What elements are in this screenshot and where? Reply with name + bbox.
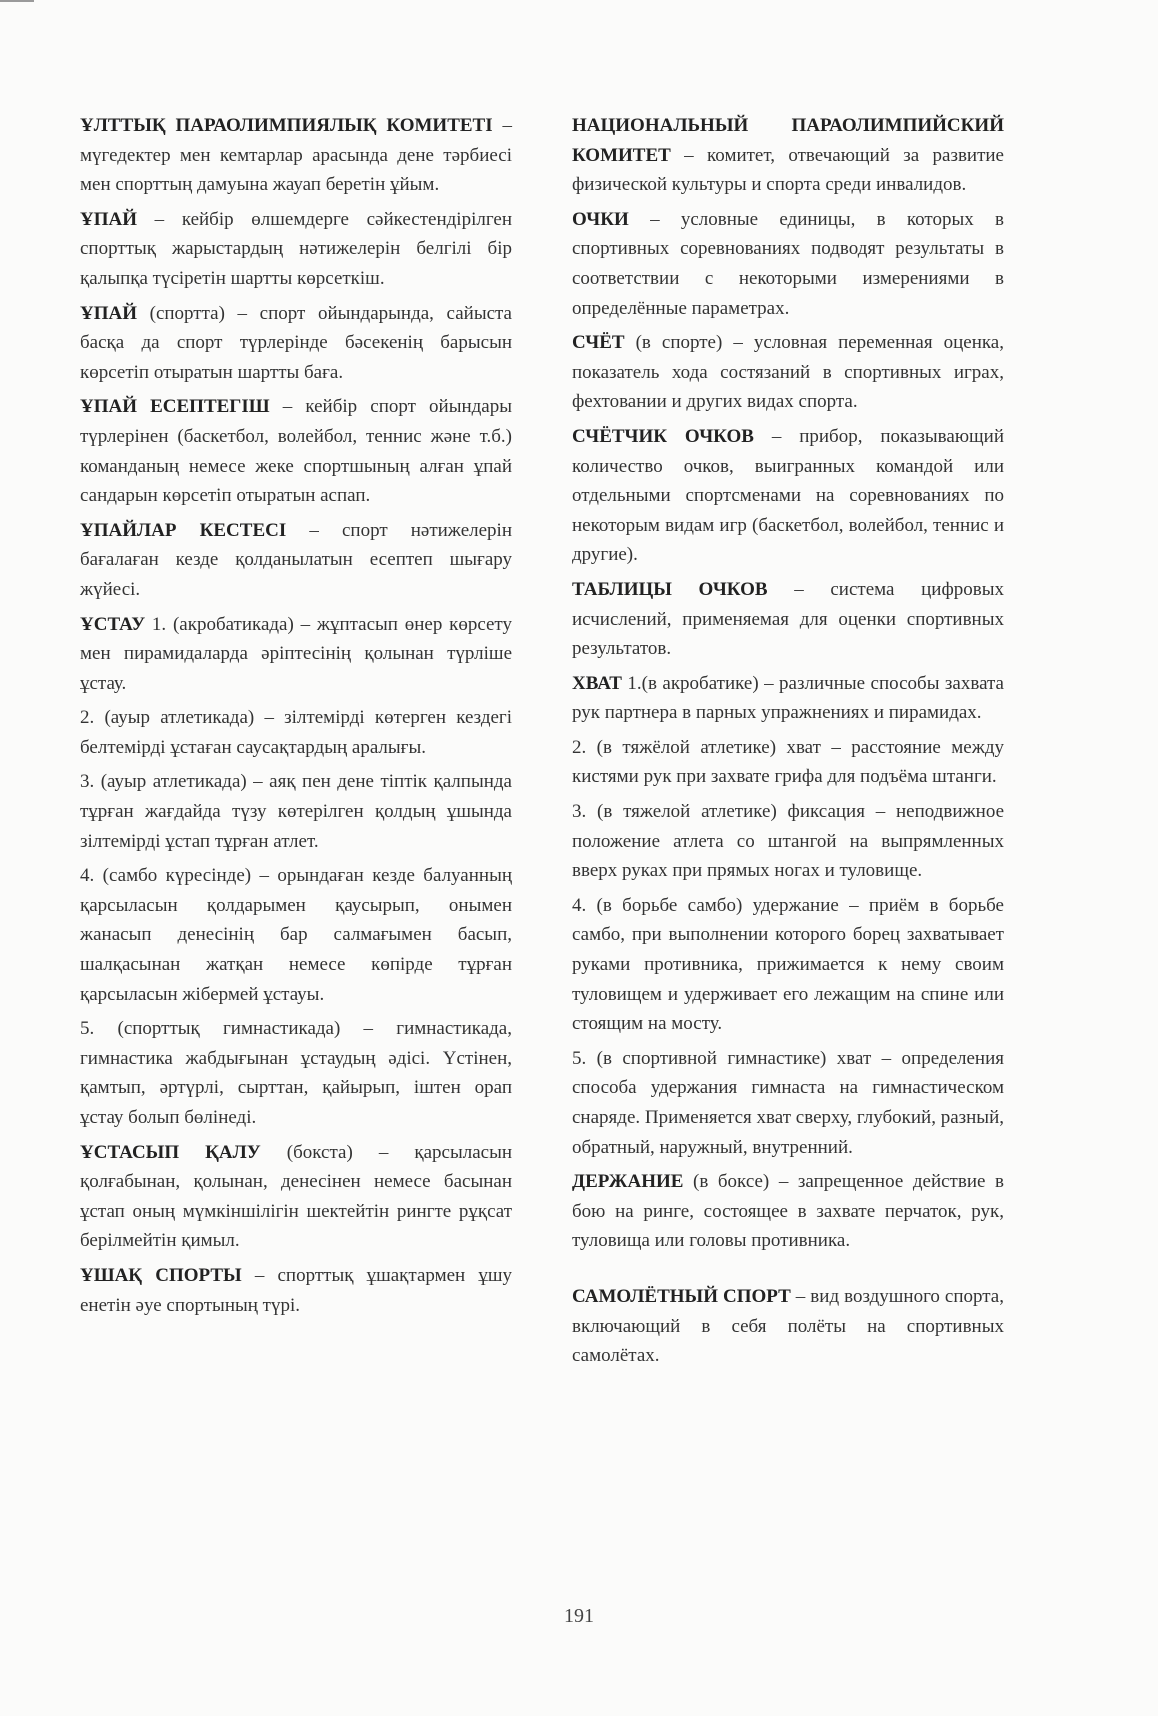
entry-definition: – вид воздушного спорта, включающий в себя полёты на спортивных самолётах. (572, 1285, 1004, 1367)
russian-column (572, 111, 1004, 1376)
entry-term: ДЕРЖАНИЕ (572, 1171, 684, 1193)
entry-term: САМОЛЁТНЫЙ СПОРТ (572, 1285, 791, 1307)
entry-upai-esepteg (80, 392, 512, 510)
entry-term: ҰСТАУ (80, 613, 146, 635)
entry-ushak-sporty (80, 1261, 512, 1320)
entry-khvat-5 (572, 1044, 1004, 1162)
kazakh-column (80, 111, 512, 1325)
entry-schet (572, 328, 1004, 417)
entry-samoletnyi-sport (572, 1282, 1004, 1371)
entry-term: ҰПАЙ (80, 302, 137, 324)
entry-definition: 4. (в борьбе самбо) удержание – приём в борьбе самбо, при выполнении которого борец захватывает руками противника, прижимается к нему своим туловищем и удерживает его лежащим на спине или стоящим на мосту. (572, 894, 1004, 1035)
entry-term: ОЧКИ (572, 208, 629, 230)
entry-definition: – спорттық ұшақтармен ұшу енетін әуе спортының түрі. (80, 1264, 512, 1316)
entry-definition: (в спорте) – условная переменная оценка, показатель хода состязаний в спортивных играх, фехтовании и других видах спорта. (572, 332, 1004, 413)
entry-khvat-4 (572, 891, 1004, 1039)
entry-definition: – система цифровых исчислений, применяемая для оценки спортивных результатов. (572, 578, 1004, 660)
entry-definition: – кейбір спорт ойындары түрлерінен (баскетбол, волейбол, теннис және т.б.) команданың немесе жеке спортшының алған ұпай сандарын көрсетіп отыратын аспап. (80, 396, 512, 507)
entry-ustasyp-kalu (80, 1138, 512, 1256)
entry-term: СЧЁТ (572, 332, 625, 354)
entry-national-paralympic-committee-ru (572, 111, 1004, 200)
entry-ustau-1 (80, 610, 512, 699)
entry-definition: – условные единицы, в которых в спортивных соревнованиях подводят результаты в соответствии с некоторыми измерениями в определённые параметрах. (572, 208, 1004, 319)
entry-definition: – прибор, показывающий количество очков, выигранных командой или отдельными спортсменами на соревнованиях по некоторым видам игр (баскетбол, волейбол, теннис и другие). (572, 425, 1004, 566)
entry-term: ҰСТАСЫП ҚАЛУ (80, 1141, 261, 1163)
entry-definition: 3. (в тяжелой атлетике) фиксация – неподвижное положение атлета со штангой на выпрямленных вверх руках при прямых ногах и туловище. (572, 801, 1004, 882)
entry-khvat-3 (572, 797, 1004, 886)
entry-term: ТАБЛИЦЫ ОЧКОВ (572, 578, 768, 600)
entry-definition: 5. (спорттық гимнастикада) – гимнастикада, гимнастика жабдығынан ұстаудың әдісі. Үстінен, қамтып, әртүрлі, сырттан, қайырып, іштен орап ұстау болып бөлінеді. (80, 1018, 512, 1128)
entry-definition: 4. (самбо күресінде) – орындаған кезде балуанның қарсыласын қолдарымен қаусырып, онымен жанасып денесінің бар салмағымен басып, шалқасынан жатқан немесе көпірде тұрған қарсыласын жібермей ұстауы. (80, 865, 512, 1005)
entry-derzhanie (572, 1167, 1004, 1256)
page-number: 191 (564, 1605, 594, 1627)
entry-term: ҰШАҚ СПОРТЫ (80, 1264, 242, 1286)
entry-upailar-kestesi (80, 516, 512, 605)
entry-definition: 1. (акробатикада) – жұптасып өнер көрсету мен пирамидаларда әріптесінің қолынан түрліше ұстау. (80, 613, 512, 694)
entry-definition: (бокста) – қарсыласын қолғабынан, қолынан, денесінен немесе басынан ұстап оның мүмкіншілігін шектейтін рингте рұқсат берілмейтін қимыл. (80, 1141, 513, 1252)
entry-national-paralympic-committee-kz (80, 111, 512, 200)
entry-definition: – мүгедектер мен кемтарлар арасында дене тәрбиесі мен спорттың дамуына жауап беретін ұйым. (80, 115, 513, 196)
entry-khvat-1 (572, 669, 1004, 728)
entry-term: ҰПАЙ (80, 208, 137, 230)
entry-definition: (в боксе) – запрещенное действие в бою на ринге, состоящее в захвате перчаток, рук, туловища или головы противника. (572, 1171, 1004, 1252)
entry-tablitsy-ochkov (572, 575, 1004, 664)
entry-ochki (572, 205, 1004, 323)
entry-khvat-2 (572, 733, 1004, 792)
entry-ustau-5 (80, 1014, 512, 1132)
entry-ustau-2 (80, 703, 512, 762)
entry-upai-2 (80, 299, 512, 388)
entry-ustau-4 (80, 861, 512, 1009)
entry-definition: (спортта) – спорт ойындарында, сайыста басқа да спорт түрлерінде бәсекенің барысын көрсетіп отыратын шартты баға. (80, 302, 512, 383)
entry-term: СЧЁТЧИК ОЧКОВ (572, 425, 754, 447)
entry-definition: – спорт нәтижелерін бағалаған кезде қолданылатын есептеп шығару жүйесі. (80, 519, 512, 600)
entry-schetchik-ochkov (572, 422, 1004, 570)
scan-corner-mark (0, 0, 34, 2)
entry-term: ҰПАЙЛАР КЕСТЕСІ (80, 519, 287, 541)
entry-upai-1 (80, 205, 512, 294)
entry-definition: 5. (в спортивной гимнастике) хват – определения способа удержания гимнаста на гимнастическом снаряде. Применяется хват сверху, глубокий, разный, обратный, наружный, внутренний. (572, 1047, 1004, 1158)
entry-definition: – комитет, отвечающий за развитие физической культуры и спорта среди инвалидов. (572, 144, 1004, 196)
entry-definition: 1.(в акробатике) – различные способы захвата рук партнера в парных упражнениях и пирамидах. (572, 672, 1004, 724)
entry-definition: 2. (в тяжёлой атлетике) хват – расстояние между кистями рук при захвате грифа для подъёма штанги. (572, 736, 1004, 788)
entry-term: НАЦИОНАЛЬНЫЙ ПАРАОЛИМПИЙСКИЙ КОМИТЕТ (572, 115, 1004, 166)
entry-term: ХВАТ (572, 672, 622, 694)
entry-definition: – кейбір өлшемдерге сәйкестендірілген спорттық жарыстардың нәтижелерін белгілі бір қалыпқа түсіретін шартты көрсеткіш. (80, 208, 512, 289)
entry-definition: 2. (ауыр атлетикада) – зілтемірді көтерген кездегі белтемірді ұстаған саусақтардың аралығы. (80, 707, 512, 758)
entry-ustau-3 (80, 767, 512, 856)
entry-definition: 3. (ауыр атлетикада) – аяқ пен дене тіптік қалпында тұрған жағдайда түзу көтерілген қолдың ұшында зілтемірді ұстап тұрған атлет. (80, 771, 512, 852)
entry-term: ҰПАЙ ЕСЕПТЕГІШ (80, 396, 270, 418)
entry-term: ҰЛТТЫҚ ПАРАОЛИМПИЯЛЫҚ КОМИТЕТІ (80, 115, 493, 136)
